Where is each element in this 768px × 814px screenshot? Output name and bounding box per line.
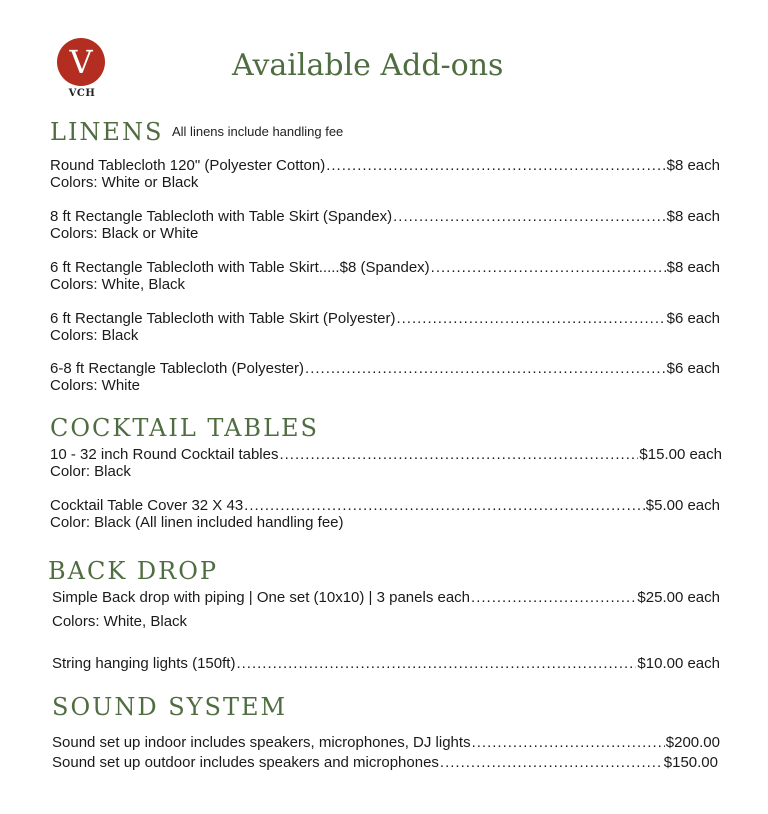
leader-dots — [326, 157, 665, 175]
list-item — [50, 310, 720, 328]
item-label: 6-8 ft Rectangle Tablecloth (Polyester) — [50, 360, 305, 377]
item-price: $8 each — [666, 259, 720, 276]
item-label: 6 ft Rectangle Tablecloth with Table Skirt (Polyester) — [50, 310, 396, 327]
item-colors: Colors: White — [50, 377, 141, 394]
section-heading-back-drop: BACK DROP — [48, 557, 219, 585]
leader-dots — [393, 208, 665, 226]
list-item — [50, 157, 720, 175]
list-item — [52, 734, 720, 752]
item-price: $8 each — [666, 208, 720, 225]
item-price: $6 each — [666, 310, 720, 327]
item-label: 8 ft Rectangle Tablecloth with Table Skirt (Spandex) — [50, 208, 393, 225]
list-item — [50, 208, 720, 226]
item-colors: Color: Black (All linen included handling fee) — [50, 514, 344, 531]
leader-dots — [244, 497, 645, 515]
item-price: $150.00 — [663, 754, 718, 771]
item-label: 6 ft Rectangle Tablecloth with Table Skirt.....$8 (Spandex) — [50, 259, 430, 276]
item-colors: Colors: Black — [50, 327, 139, 344]
item-label: 10 - 32 inch Round Cocktail tables — [50, 446, 279, 463]
list-item — [50, 497, 720, 515]
item-label: Sound set up indoor includes speakers, microphones, DJ lights — [52, 734, 471, 751]
item-price: $5.00 each — [645, 497, 720, 514]
list-item — [52, 589, 720, 607]
logo-letter: V — [69, 43, 93, 81]
item-colors: Color: Black — [50, 463, 131, 480]
item-colors: Colors: White or Black — [50, 174, 199, 191]
leader-dots — [236, 655, 636, 673]
item-price: $15.00 each — [639, 446, 722, 463]
section-heading-cocktail-tables: COCKTAIL TABLES — [50, 414, 319, 442]
list-item — [50, 259, 720, 277]
item-colors: Colors: Black or White — [50, 225, 199, 242]
page-title: Available Add-ons — [232, 48, 504, 83]
leader-dots — [305, 360, 666, 378]
leader-dots — [279, 446, 638, 464]
leader-dots — [431, 259, 666, 277]
item-price: $6 each — [666, 360, 720, 377]
item-colors: Colors: White, Black — [52, 613, 188, 630]
item-price: $25.00 each — [637, 589, 720, 606]
item-price: $10.00 each — [637, 655, 720, 672]
item-label: String hanging lights (150ft) — [52, 655, 236, 672]
item-price: $200.00 — [665, 734, 720, 751]
list-item — [52, 754, 718, 772]
list-item — [50, 360, 720, 378]
list-item — [50, 446, 722, 464]
item-label: Round Tablecloth 120" (Polyester Cotton) — [50, 157, 326, 174]
leader-dots — [471, 589, 636, 607]
item-label: Sound set up outdoor includes speakers and microphones — [52, 754, 439, 771]
section-heading-linens: LINENS — [50, 118, 164, 146]
leader-dots — [396, 310, 665, 328]
item-label: Simple Back drop with piping | One set (10x10) | 3 panels each — [52, 589, 471, 606]
vch-logo — [55, 38, 111, 100]
list-item — [52, 655, 720, 673]
section-note-linens: All linens include handling fee — [172, 124, 344, 139]
item-colors: Colors: White, Black — [50, 276, 186, 293]
leader-dots — [472, 734, 665, 752]
logo-text: VCH — [68, 88, 96, 99]
item-price: $8 each — [666, 157, 720, 174]
section-heading-sound-system: SOUND SYSTEM — [52, 693, 288, 721]
leader-dots — [440, 754, 663, 772]
item-label: Cocktail Table Cover 32 X 43 — [50, 497, 244, 514]
